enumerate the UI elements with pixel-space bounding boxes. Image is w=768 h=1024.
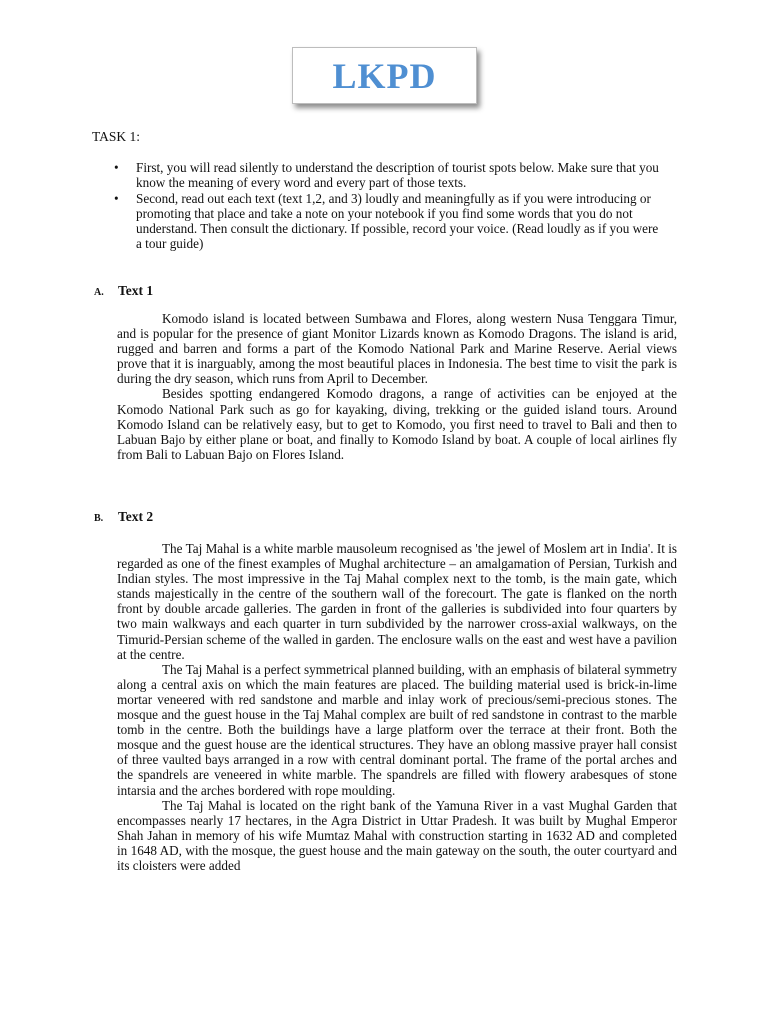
text-2-body [117,541,677,873]
paragraph: Besides spotting endangered Komodo dragons, a range of activities can be enjoyed at the Komodo National Park such as go for kayaking, diving, trekking or the guided island tours. Around Komodo Island can be relatively easy, but to get to Komodo, you first need to travel to Bali and then to Labuan Bajo by either plane or boat, and finally to Komodo Island by boat. A couple of local airlines fly from Bali to Labuan Bajo on Flores Island. [117,386,677,462]
paragraph: Komodo island is located between Sumbawa and Flores, along western Nusa Tenggara Timur, and is popular for the presence of giant Monitor Lizards known as Komodo Dragons. The island is arid, rugged and barren and forms a part of the Komodo National Park and Marine Reserve. Aerial views prove that it is inarguably, among the most beautiful places in Indonesia. The best time to visit the park is during the dry season, which runs from April to December. [117,311,677,387]
text-1-body [117,311,677,462]
section-heading-text-2 [94,509,153,525]
section-letter: B. [94,513,104,524]
task-instructions [114,160,659,252]
section-title: Text 2 [118,509,154,524]
section-title: Text 1 [118,283,154,298]
document-title: LKPD [332,55,437,96]
instruction-text: Second, read out each text (text 1,2, and 3) loudly and meaningfully as if you were introducing or promoting that place and take a note on your notebook if you find some words that you do not understand. Then consult the dictionary. If possible, record your voice. (Read loudly as if you were a tour guide) [136,191,659,251]
bullet-icon: • [114,191,119,206]
paragraph: The Taj Mahal is a perfect symmetrical planned building, with an emphasis of bilateral symmetry along a central axis on which the main features are placed. The building material used is brick-in-lime mortar veneered with red sandstone and marble and inlay work of precious/semi-precious stones. The mosque and the guest house in the Taj Mahal complex are built of red sandstone in contrast to the marble tomb in the centre. Both the buildings have a large platform over the terrace at their front. Both the mosque and the guest house are the identical structures. They have an oblong massive prayer hall consist of three vaulted bays arranged in a row with central dominant portal. The frame of the portal arches and the spandrels are veneered in white marble. The spandrels are filled with flowery arabesques of stone intarsia and the arches bordered with rope moulding. [117,661,677,798]
section-heading-text-1 [94,283,153,299]
instruction-text: First, you will read silently to understand the description of tourist spots below. Make sure that you know the meaning of every word and every part of those texts. [136,160,659,190]
paragraph: The Taj Mahal is a white marble mausoleum recognised as 'the jewel of Moslem art in India'. It is regarded as one of the finest examples of Mughal architecture – an amalgamation of Persian, Turkish and Indian styles. The most impressive in the Taj Mahal complex next to the tomb, is the main gate, which stands majestically in the centre of the southern wall of the forecourt. The gate is flanked on the north front by double arcade galleries. The garden in front of the galleries is subdivided into four quarters by two main walkways and each quarter in turn subdivided by the narrower cross-axial walkways, on the Timurid-Persian scheme of the walled in garden. The enclosure walls on the east and west have a pavilion at the centre. [117,541,677,662]
paragraph: The Taj Mahal is located on the right bank of the Yamuna River in a vast Mughal Garden that encompasses nearly 17 hectares, in the Agra District in Uttar Pradesh. It was built by Mughal Emperor Shah Jahan in memory of his wife Mumtaz Mahal with construction starting in 1632 AD and completed in 1648 AD, with the mosque, the guest house and the main gateway on the south, the outer courtyard and its cloisters were added [117,797,677,873]
section-letter: A. [94,287,104,298]
instruction-item [114,191,659,251]
task-heading: TASK 1: [92,129,141,144]
bullet-icon: • [114,160,119,175]
instruction-item [114,160,659,190]
title-box [292,47,477,104]
